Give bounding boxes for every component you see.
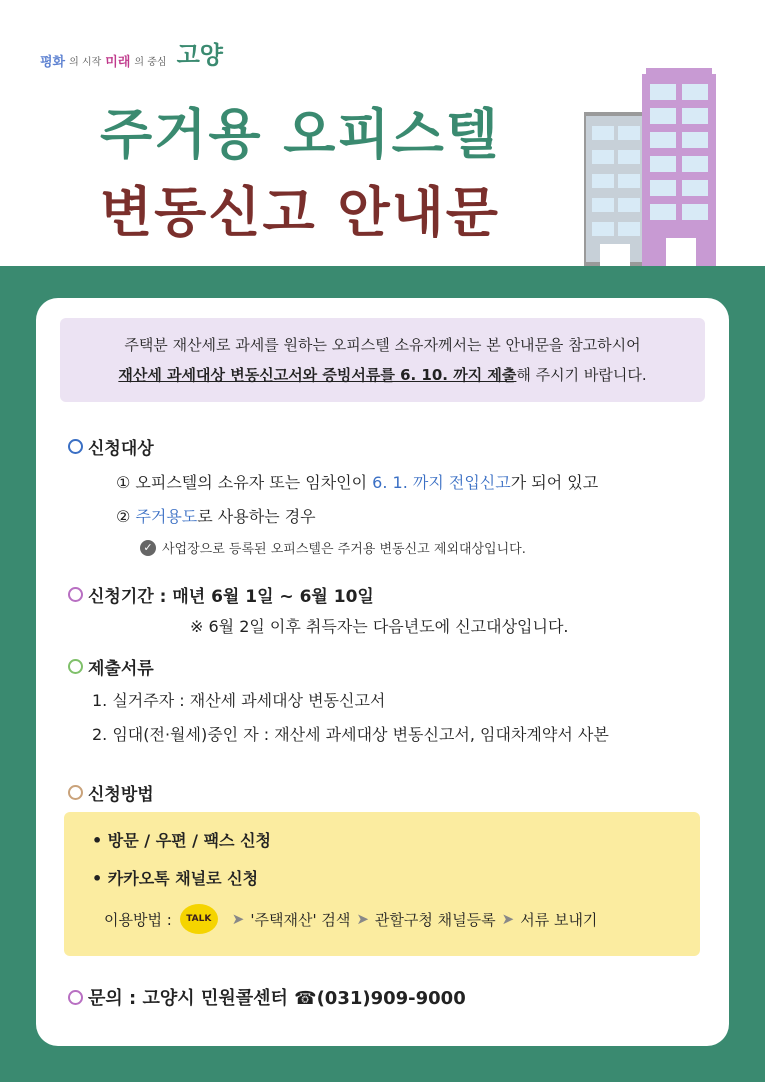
kakao-usage: 이용방법 : TALK ➤ '주택재산' 검색 ➤ 관할구청 채널등록 ➤ 서류 보내기 <box>104 904 597 934</box>
building-icon <box>580 68 720 266</box>
method-box <box>64 812 700 956</box>
target-item-1: ① 오피스텔의 소유자 또는 임차인이 6. 1. 까지 전입신고가 되어 있고 <box>116 473 599 492</box>
circle-bullet-icon <box>68 785 83 800</box>
section-target: 신청대상 <box>68 434 154 459</box>
docs-item-1: 1. 실거주자 : 재산세 과세대상 변동신고서 <box>92 691 386 710</box>
arrow-right-icon: ➤ <box>231 910 245 928</box>
docs-item-2: 2. 임대(전·월세)중인 자 : 재산세 과세대상 변동신고서, 임대차계약서 사본 <box>92 725 609 744</box>
period-note: ※ 6월 2일 이후 취득자는 다음년도에 신고대상입니다. <box>190 617 569 636</box>
circle-bullet-icon <box>68 659 83 674</box>
arrow-right-icon: ➤ <box>501 910 515 928</box>
method-item-1: • 방문 / 우편 / 팩스 신청 <box>92 831 271 850</box>
title-line2: 변동신고 안내문 <box>100 181 500 244</box>
section-method: 신청방법 <box>68 780 154 805</box>
target-note: ✓ 사업장으로 등록된 오피스텔은 주거용 변동신고 제외대상입니다. <box>140 538 526 557</box>
kakaotalk-icon: TALK <box>180 904 218 934</box>
circle-bullet-icon <box>68 990 83 1005</box>
header-area <box>0 0 765 266</box>
section-docs: 제출서류 <box>68 654 154 679</box>
contact-info: 문의 : 고양시 민원콜센터 ☎(031)909-9000 <box>68 984 466 1010</box>
circle-bullet-icon <box>68 439 83 454</box>
method-item-2: • 카카오톡 채널로 신청 <box>92 869 259 888</box>
circle-bullet-icon <box>68 587 83 602</box>
info-card <box>36 298 729 1046</box>
arrow-right-icon: ➤ <box>356 910 369 928</box>
target-item-2: ② 주거용도로 사용하는 경우 <box>116 507 316 526</box>
title-line1: 주거용 오피스텔 <box>100 103 500 166</box>
notice-box: 주택분 재산세로 과세를 원하는 오피스텔 소유자께서는 본 안내문을 참고하시어 재산세 과세대상 변동신고서와 증빙서류를 6. 10. 까지 제출해 주시기 바랍니다. <box>60 318 705 402</box>
check-icon: ✓ <box>140 540 156 556</box>
goyang-logo: 평화 의 시작 미래 의 중심 고양 <box>40 41 223 70</box>
section-period: 신청기간 : 매년 6월 1일 ~ 6월 10일 <box>68 582 374 607</box>
